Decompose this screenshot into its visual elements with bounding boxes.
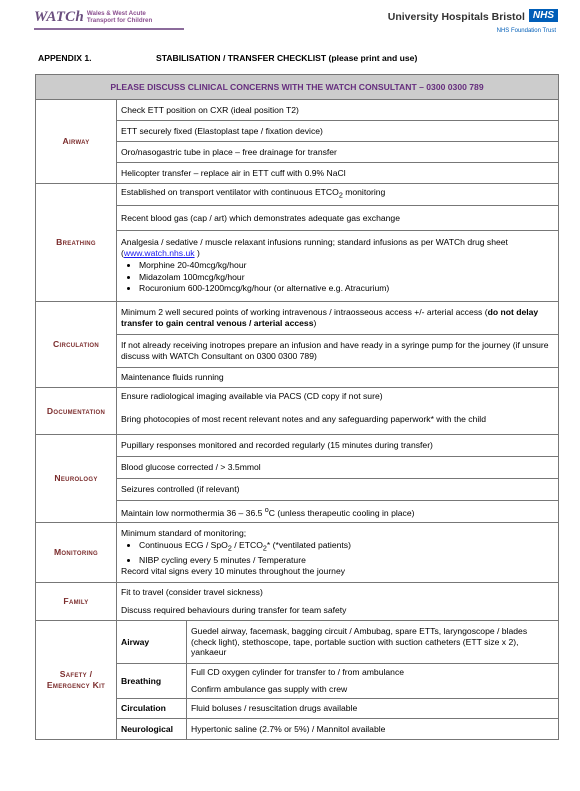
checklist-item: Maintenance fluids running (117, 368, 559, 388)
checklist-item (117, 501, 559, 523)
kit-item: Guedel airway, facemask, bagging circuit / Ambubag, spare ETTs, laryngoscope / blades (check light), stethoscope, tape, portable suction with suction catheters (ETT size x 2), yankaeur (187, 621, 559, 664)
list-item (139, 540, 554, 554)
item-text: Analgesia / sedative / muscle relaxant infusions running; standard infusions as per WATCh drug sheet ( (121, 237, 508, 258)
checklist-item: If not already receiving inotropes prepare an infusion and have ready in a syringe pump for the journey (if unsure discuss with WATCh Consultant on 0300 0300 789) (117, 335, 559, 368)
section-label-family: Family (36, 583, 117, 621)
item-text: C (unless therapeutic cooling in place) (268, 507, 415, 518)
checklist-item: Seizures controlled (if relevant) (117, 479, 559, 501)
checklist-item (117, 302, 559, 335)
section-label-monitoring: Monitoring (36, 523, 117, 583)
logo-underline (34, 28, 184, 30)
watch-website-link[interactable]: www.watch.nhs.uk (123, 247, 195, 258)
checklist-item: Bring photocopies of most recent relevant notes and any safeguarding paperwork* with the child (117, 406, 559, 435)
item-text: ) (194, 247, 200, 258)
superscript: o (264, 505, 269, 514)
list-item: • Morphine 20-40mcg/kg/hour (139, 260, 554, 271)
page-header (34, 9, 558, 35)
section-label-safety-kit (36, 621, 117, 740)
watch-logo (34, 9, 152, 35)
checklist-item: Oro/nasogastric tube in place – free drainage for transfer (117, 142, 559, 163)
monitoring-list (139, 540, 554, 566)
subscript: 2 (262, 544, 267, 553)
section-label-breathing: Breathing (36, 184, 117, 302)
nhs-badge: NHS (529, 9, 558, 22)
item-text: / ETCO (231, 539, 263, 550)
section-label-neurology: Neurology (36, 435, 117, 523)
kit-label-circulation: Circulation (117, 699, 187, 719)
subscript: 2 (338, 192, 343, 201)
kit-label-airway: Airway (117, 621, 187, 664)
checklist-item: Discuss required behaviours during transfer for team safety (117, 602, 559, 621)
watch-logo-text: WATCh (34, 9, 84, 25)
item-text: Minimum standard of monitoring; (121, 527, 247, 538)
watch-logo-subtitle-line2: Transport for Children (86, 17, 153, 24)
item-text: Maintain low normothermia 36 – 36.5 (121, 507, 265, 518)
list-item: • NIBP cycling every 5 minutes / Temperature (139, 555, 554, 566)
kit-label-breathing: Breathing (117, 664, 187, 699)
checklist-item: Ensure radiological imaging available via PACS (CD copy if not sure) (117, 388, 559, 406)
section-label-circulation: Circulation (36, 302, 117, 388)
watch-logo-subtitle (87, 10, 152, 24)
watch-logo-subtitle-line1: Wales & West Acute (86, 10, 146, 17)
hospital-name: University Hospitals Bristol (387, 11, 525, 23)
kit-label-neurological: Neurological (117, 719, 187, 740)
kit-item: Full CD oxygen cylinder for transfer to / from ambulance (187, 664, 559, 681)
item-text: monitoring (342, 187, 386, 198)
checklist-item (117, 184, 559, 206)
item-text: ) (313, 318, 317, 328)
checklist-item: Recent blood gas (cap / art) which demonstrates adequate gas exchange (117, 206, 559, 231)
hospital-logo (388, 9, 558, 34)
checklist-item: Check ETT position on CXR (ideal position T2) (117, 100, 559, 121)
subscript: 2 (227, 544, 232, 553)
drug-list (139, 260, 554, 294)
consultant-banner: PLEASE DISCUSS CLINICAL CONCERNS WITH THE WATCH CONSULTANT – 0300 0300 789 (36, 75, 559, 100)
checklist-item: Helicopter transfer – replace air in ETT cuff with 0.9% NaCl (117, 163, 559, 184)
trust-name: NHS Foundation Trust (496, 28, 556, 34)
item-text: Record vital signs every 10 minutes throughout the journey (121, 566, 346, 577)
item-text: Established on transport ventilator with continuous ETCO (121, 187, 339, 198)
item-text: Continuous ECG / SpO (139, 539, 228, 550)
checklist-item: Pupillary responses monitored and recorded regularly (15 minutes during transfer) (117, 435, 559, 457)
section-label-airway: Airway (36, 100, 117, 184)
checklist-item: Fit to travel (consider travel sickness) (117, 583, 559, 602)
kit-item: Hypertonic saline (2.7% or 5%) / Mannitol available (187, 719, 559, 740)
kit-item: Confirm ambulance gas supply with crew (187, 681, 559, 699)
list-item: • Midazolam 100mcg/kg/hour (139, 272, 554, 283)
item-emphasis: do not delay transfer to gain central venous / arterial access (121, 307, 539, 328)
appendix-label: APPENDIX 1. (38, 53, 92, 63)
list-item: • Rocuronium 600-1200mcg/kg/hour (or alternative e.g. Atracurium) (139, 283, 554, 294)
kit-item: Fluid boluses / resuscitation drugs available (187, 699, 559, 719)
checklist-item: Blood glucose corrected / > 3.5mmol (117, 457, 559, 479)
item-text: Minimum 2 well secured points of working intravenous / intraosseous access +/- arterial access ( (121, 307, 488, 318)
checklist-heading: STABILISATION / TRANSFER CHECKLIST (please print and use) (156, 53, 418, 63)
checklist-table (35, 74, 559, 740)
section-label-documentation: Documentation (36, 388, 117, 435)
section-label-line2: Emergency Kit (46, 680, 106, 691)
checklist-item: ETT securely fixed (Elastoplast tape / fixation device) (117, 121, 559, 142)
checklist-item (117, 523, 559, 583)
checklist-item (117, 231, 559, 302)
item-text: * (*ventilated patients) (266, 539, 351, 550)
section-label-line1: Safety / (59, 669, 93, 680)
